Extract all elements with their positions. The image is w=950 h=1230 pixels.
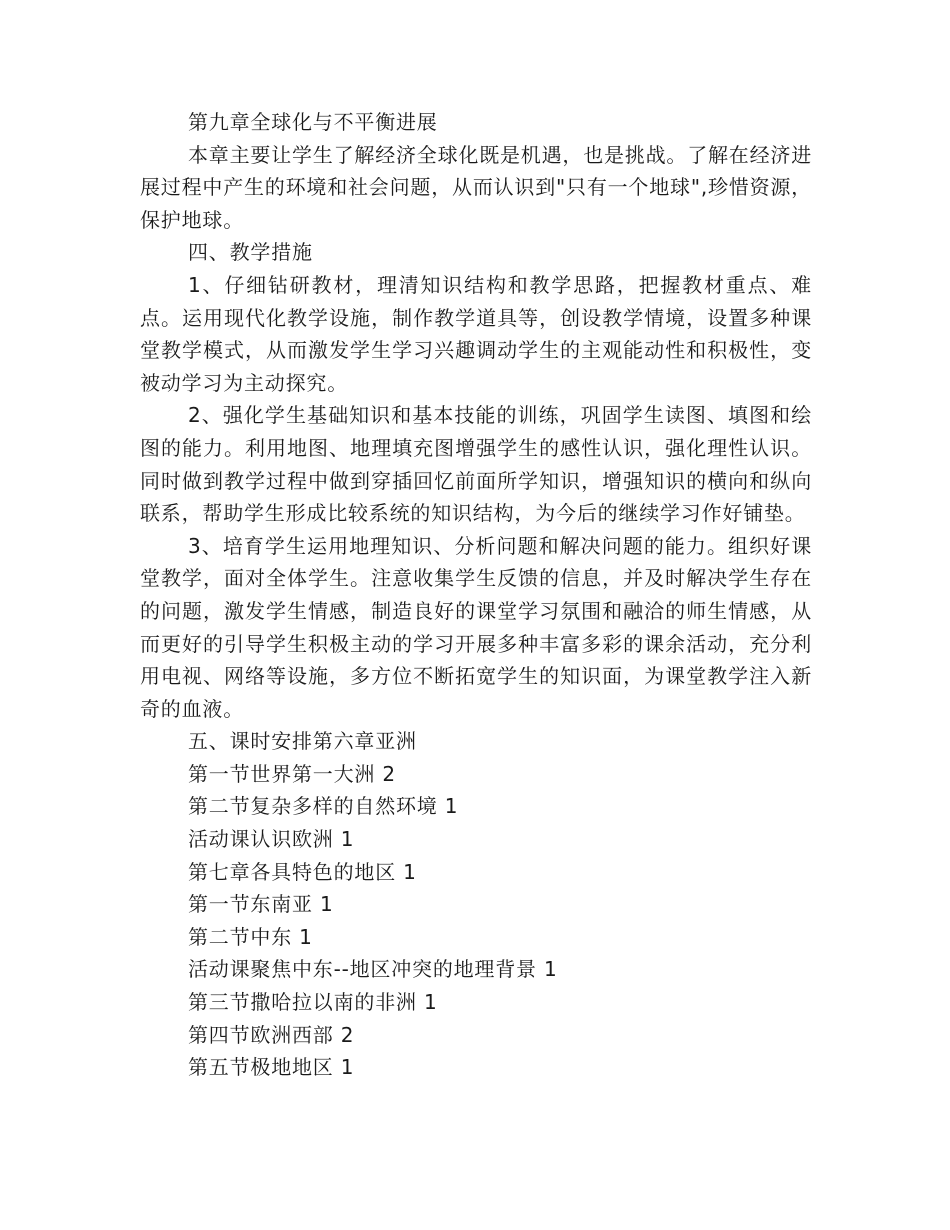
- chapter-nine-heading: 第九章全球化与不平衡进展: [188, 110, 438, 134]
- measure-paragraph-2: 2、强化学生基础知识和基本技能的训练，巩固学生读图、填图和绘图的能力。利用地图、地理填充图增强学生的感性认识，强化理性认识。同时做到教学过程中做到穿插回忆前面所学知识，增强知识的横向和纵向联系，帮助学生形成比较系统的知识结构，为今后的继续学习作好铺垫。: [140, 403, 812, 526]
- schedule-item: 第四节欧洲西部 2: [188, 1022, 355, 1047]
- schedule-item: 活动课聚焦中东--地区冲突的地理背景 1: [188, 957, 558, 982]
- schedule-item: 第二节中东 1: [188, 924, 313, 949]
- measure-paragraph-3: 3、培育学生运用地理知识、分析问题和解决问题的能力。组织好课堂教学，面对全体学生。注意收集学生反馈的信息，并及时解决学生存在的问题，激发学生情感，制造良好的课堂学习氛围和融洽的师生情感，从而更好的引导学生积极主动的学习开展多种丰富多彩的课余活动，充分利用电视、网络等设施，多方位不断拓宽学生的知识面，为课堂教学注入新奇的血液。: [140, 533, 812, 721]
- section-five-heading: 五、课时安排第六章亚洲: [188, 729, 417, 754]
- chapter-nine-summary: 本章主要让学生了解经济全球化既是机遇，也是挑战。了解在经济进展过程中产生的环境和社会问题，从而认识到"只有一个地球",珍惜资源，保护地球。: [140, 142, 812, 232]
- schedule-item: 活动课认识欧洲 1: [188, 827, 355, 852]
- schedule-item: 第三节撒哈拉以南的非洲 1: [188, 990, 438, 1015]
- schedule-item: 第七章各具特色的地区 1: [188, 859, 417, 884]
- schedule-item: 第五节极地地区 1: [188, 1055, 355, 1080]
- section-four-heading: 四、教学措施: [188, 240, 313, 265]
- schedule-item: 第一节东南亚 1: [188, 892, 334, 917]
- schedule-item: 第一节世界第一大洲 2: [188, 761, 396, 786]
- schedule-item: 第二节复杂多样的自然环境 1: [188, 794, 459, 819]
- measure-paragraph-1: 1、仔细钻研教材，理清知识结构和教学思路，把握教材重点、难点。运用现代化教学设施，制作教学道具等，创设教学情境，设置多种课堂教学模式，从而激发学生学习兴趣调动学生的主观能动性和积极性，变被动学习为主动探究。: [140, 272, 812, 395]
